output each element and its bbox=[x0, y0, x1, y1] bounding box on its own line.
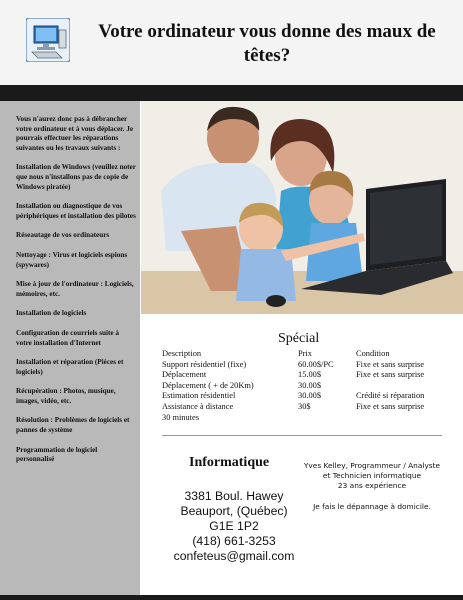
pricing-table-header bbox=[162, 349, 424, 360]
services-list bbox=[16, 115, 136, 475]
special-section-title: Spécial bbox=[278, 331, 320, 346]
row-condition: Fixe et sans surprise bbox=[356, 359, 425, 369]
address-street: 3381 Boul. Hawey bbox=[184, 489, 284, 503]
row-condition bbox=[340, 381, 424, 392]
sidebar-item: Mise à jour de l'ordinateur : Logiciels, mémoires, etc. bbox=[16, 280, 134, 298]
row-description: 30 minutes bbox=[162, 412, 199, 422]
contact-address bbox=[160, 489, 308, 564]
row-price: 30.00$ bbox=[298, 380, 322, 390]
sidebar-item: Vous n'aurez donc pas à débrancher votre ordinateur et à vous déplacer. Je pourrais effectuer les réparations suivantes ou les travaux suivants : bbox=[16, 115, 134, 152]
header bbox=[0, 0, 463, 85]
sidebar-item: Réseautage de vos ordinateurs bbox=[16, 231, 110, 240]
sidebar-item: Nettoyage : Virus et logiciels espions (spywares) bbox=[16, 250, 128, 269]
sidebar-item: Programmation de logiciel personnalisé bbox=[16, 445, 98, 464]
bio-note: Je fais le dépannage à domicile. bbox=[313, 501, 431, 511]
bio-experience: 23 ans expérience bbox=[337, 481, 407, 491]
contact-email: confeteus@gmail.com bbox=[173, 549, 295, 563]
sidebar-item: Configuration de courriels suite à votre installation d'Internet bbox=[16, 328, 120, 347]
section-divider bbox=[162, 435, 442, 436]
pricing-table bbox=[162, 349, 424, 423]
sidebar-item: Installation et réparation (Pièces et logiciels) bbox=[16, 358, 124, 376]
pricing-row bbox=[162, 391, 424, 402]
sidebar-item: Installation de Windows (veuillez noter que nous n'installons pas de copie de Windows piratée) bbox=[16, 163, 136, 191]
sidebar-item: Résolution : Problèmes de logiciels et pannes de système bbox=[16, 416, 130, 435]
contact-heading: Informatique bbox=[189, 455, 270, 470]
column-header-description: Description bbox=[162, 349, 202, 358]
pricing-row bbox=[162, 360, 424, 371]
address-city: Beauport, (Québec) bbox=[180, 504, 288, 518]
address-postal-code: G1E 1P2 bbox=[209, 519, 259, 533]
header-divider-bar bbox=[0, 85, 463, 101]
row-description: Estimation résidentiel bbox=[162, 391, 236, 401]
column-header-price: Prix bbox=[298, 349, 312, 358]
family-computer-photo bbox=[141, 101, 463, 314]
pricing-row bbox=[162, 381, 424, 392]
row-price: 30$ bbox=[298, 401, 311, 411]
row-condition bbox=[340, 413, 424, 424]
sidebar-item: Installation de logiciels bbox=[16, 309, 87, 318]
page-title: Votre ordinateur vous donne des maux de têtes? bbox=[98, 21, 436, 66]
computer-icon bbox=[26, 18, 70, 62]
contact-phone: (418) 661-3253 bbox=[192, 534, 276, 548]
row-price: 30.00$ bbox=[298, 391, 322, 401]
footer-bar bbox=[0, 595, 463, 600]
sidebar-item: Installation ou diagnostique de vos périphériques et installation des pilotes bbox=[16, 202, 136, 220]
pricing-row bbox=[162, 370, 424, 381]
row-condition: Crédité si réparation bbox=[356, 391, 425, 401]
row-price: 60.00$/PC bbox=[298, 359, 334, 369]
row-description: Déplacement ( + de 20Km) bbox=[162, 380, 254, 390]
row-description: Assistance à distance bbox=[162, 401, 234, 411]
column-header-condition: Condition bbox=[356, 349, 390, 358]
pricing-row bbox=[162, 402, 424, 413]
row-description: Déplacement bbox=[162, 370, 207, 380]
row-price bbox=[296, 413, 340, 424]
row-price: 15.00$ bbox=[298, 370, 322, 380]
technician-bio bbox=[301, 461, 443, 512]
row-condition: Fixe et sans surprise bbox=[356, 370, 425, 380]
bio-name-title: Yves Kelley, Programmeur / Analyste et Technicien informatique bbox=[303, 461, 441, 481]
sidebar bbox=[0, 101, 140, 595]
pricing-row bbox=[162, 413, 424, 424]
row-description: Support résidentiel (fixe) bbox=[162, 359, 247, 369]
sidebar-item: Récupération : Photos, musique, images, vidéo, etc. bbox=[16, 387, 116, 405]
row-condition: Fixe et sans surprise bbox=[356, 401, 425, 411]
